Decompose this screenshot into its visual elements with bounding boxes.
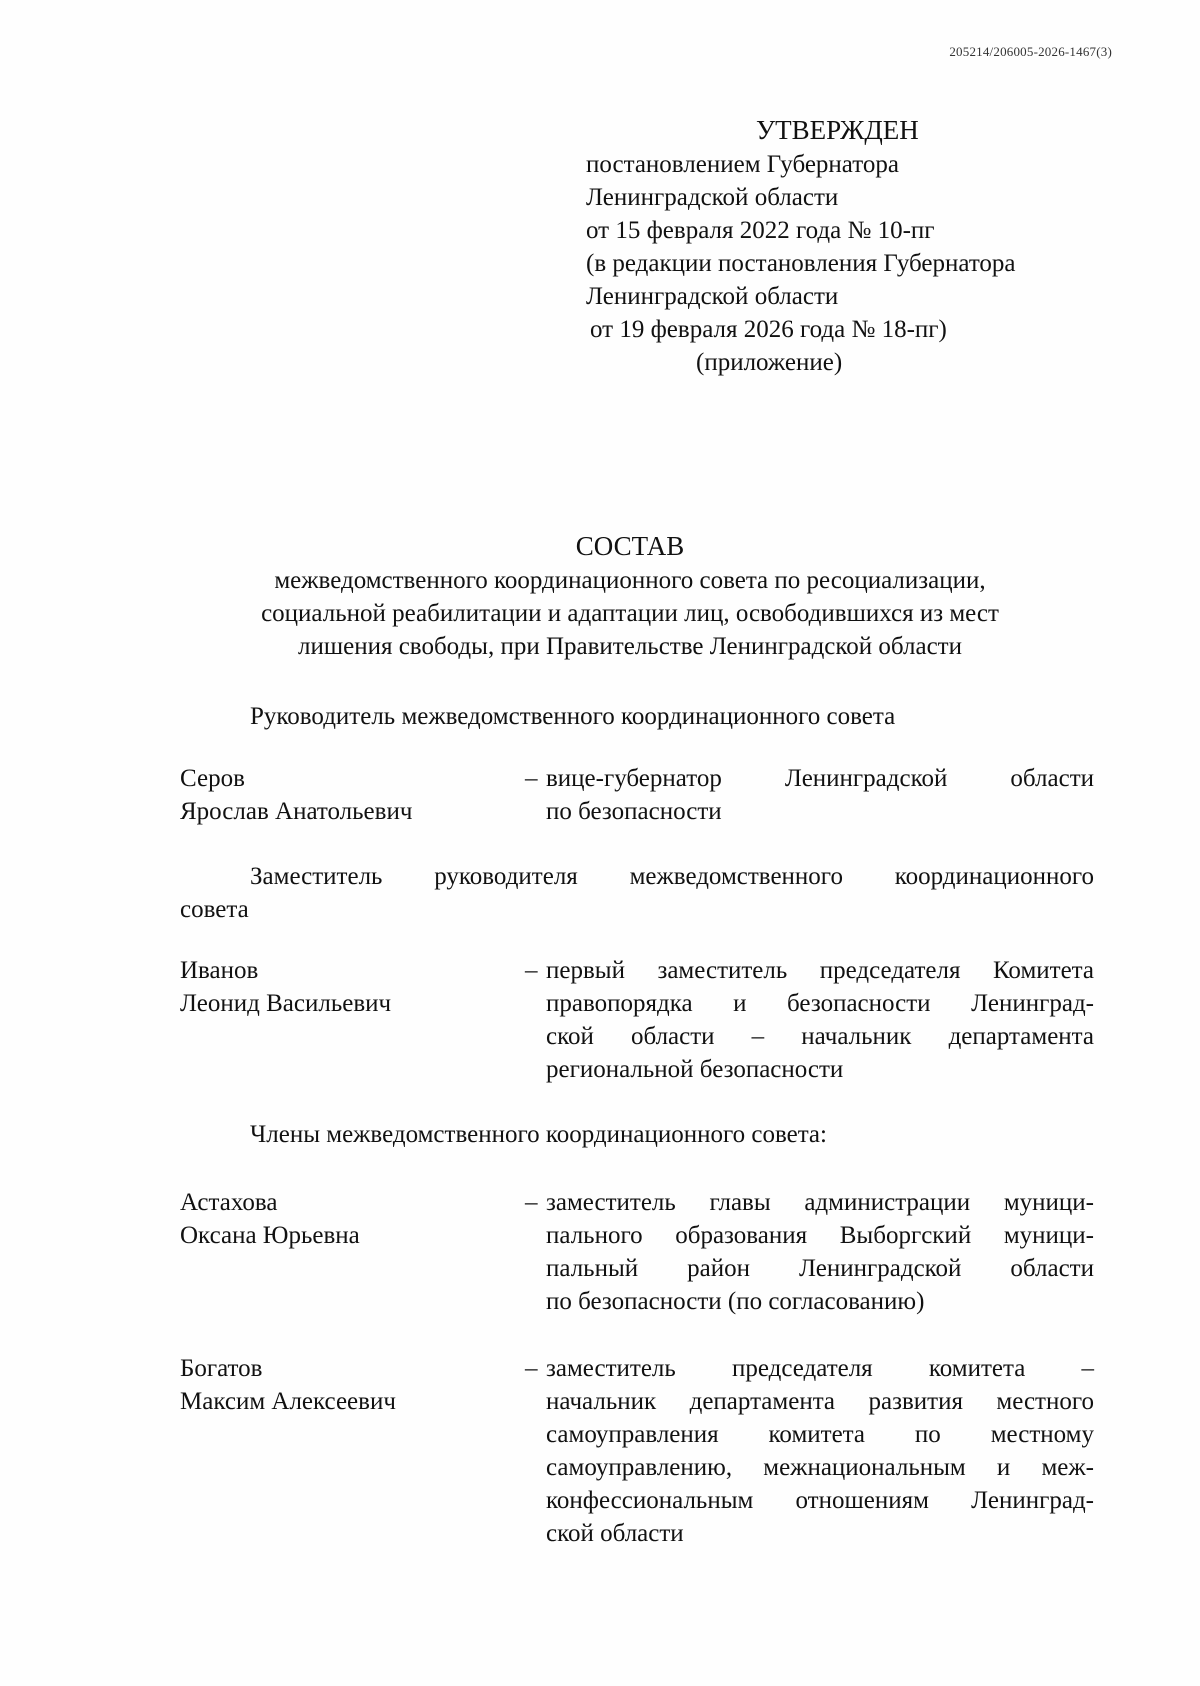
member-position <box>546 762 1094 828</box>
position-line: самоуправления комитета по местному <box>546 1421 1094 1448</box>
position-line: первый заместитель председателя Комитета <box>546 957 1094 984</box>
section-heading-members: Члены межведомственного координационного совета: <box>250 1121 827 1148</box>
member-bogatov <box>180 1352 1094 1557</box>
member-surname: Иванов <box>180 957 259 984</box>
title-line: лишения свободы, при Правительстве Ленинградской области <box>298 633 962 660</box>
member-serov <box>180 762 1094 832</box>
dash: – <box>525 1355 538 1382</box>
deputy-heading-line: Заместитель руководителя межведомственного координационного <box>250 863 1094 890</box>
dash: – <box>525 957 538 984</box>
approval-line: (в редакции постановления Губернатора <box>586 250 1016 277</box>
approval-line: от 19 февраля 2026 года № 18-пг) <box>590 316 947 343</box>
position-line: по безопасности <box>546 798 722 825</box>
approval-heading: УТВЕРЖДЕН <box>756 115 919 145</box>
member-position <box>546 1186 1094 1318</box>
dash: – <box>525 1189 538 1216</box>
position-line: ской области <box>546 1520 684 1547</box>
member-surname: Серов <box>180 765 245 792</box>
title-line: межведомственного координационного совета по ресоциализации, <box>274 567 986 594</box>
section-heading-deputy <box>180 860 1094 926</box>
member-surname: Богатов <box>180 1355 263 1382</box>
position-line: пального образования Выборгский муници- <box>546 1222 1094 1249</box>
member-astakhova <box>180 1186 1094 1326</box>
document-id: 205214/206005-2026-1467(3) <box>949 44 1112 59</box>
member-ivanov <box>180 954 1094 1094</box>
position-line: самоуправлению, межнациональным и меж- <box>546 1454 1094 1481</box>
member-given-name: Леонид Васильевич <box>180 990 392 1017</box>
member-given-name: Максим Алексеевич <box>180 1388 396 1415</box>
position-line: правопорядка и безопасности Ленинград- <box>546 990 1094 1017</box>
approval-stamp <box>586 112 1086 379</box>
title-line: социальной реабилитации и адаптации лиц, освободившихся из мест <box>261 600 999 627</box>
position-line: заместитель главы администрации муници- <box>546 1189 1094 1216</box>
position-line: заместитель председателя комитета – <box>546 1355 1094 1382</box>
position-line: региональной безопасности <box>546 1056 844 1083</box>
approval-appendix: (приложение) <box>696 349 843 376</box>
position-line: начальник департамента развития местного <box>546 1388 1094 1415</box>
member-given-name: Ярослав Анатольевич <box>180 798 413 825</box>
member-position <box>546 1352 1094 1550</box>
member-position <box>546 954 1094 1086</box>
approval-line: постановлением Губернатора <box>586 151 899 178</box>
position-line: вице-губернатор Ленинградской области <box>546 765 1094 792</box>
document-title <box>180 528 1080 663</box>
member-surname: Астахова <box>180 1189 278 1216</box>
deputy-heading-line: совета <box>180 896 249 923</box>
approval-line: Ленинградской области <box>586 283 839 310</box>
position-line: пальный район Ленинградской области <box>546 1255 1094 1282</box>
title-caps: СОСТАВ <box>575 531 685 561</box>
member-name <box>180 762 510 828</box>
section-heading-head: Руководитель межведомственного координационного совета <box>250 703 896 730</box>
position-line: ской области – начальник департамента <box>546 1023 1094 1050</box>
approval-line: Ленинградской области <box>586 184 839 211</box>
member-name <box>180 1352 510 1418</box>
approval-line: от 15 февраля 2022 года № 10-пг <box>586 217 935 244</box>
member-name <box>180 954 510 1020</box>
member-given-name: Оксана Юрьевна <box>180 1222 360 1249</box>
position-line: по безопасности (по согласованию) <box>546 1288 925 1315</box>
dash: – <box>525 765 538 792</box>
position-line: конфессиональным отношениям Ленинград- <box>546 1487 1094 1514</box>
member-name <box>180 1186 510 1252</box>
